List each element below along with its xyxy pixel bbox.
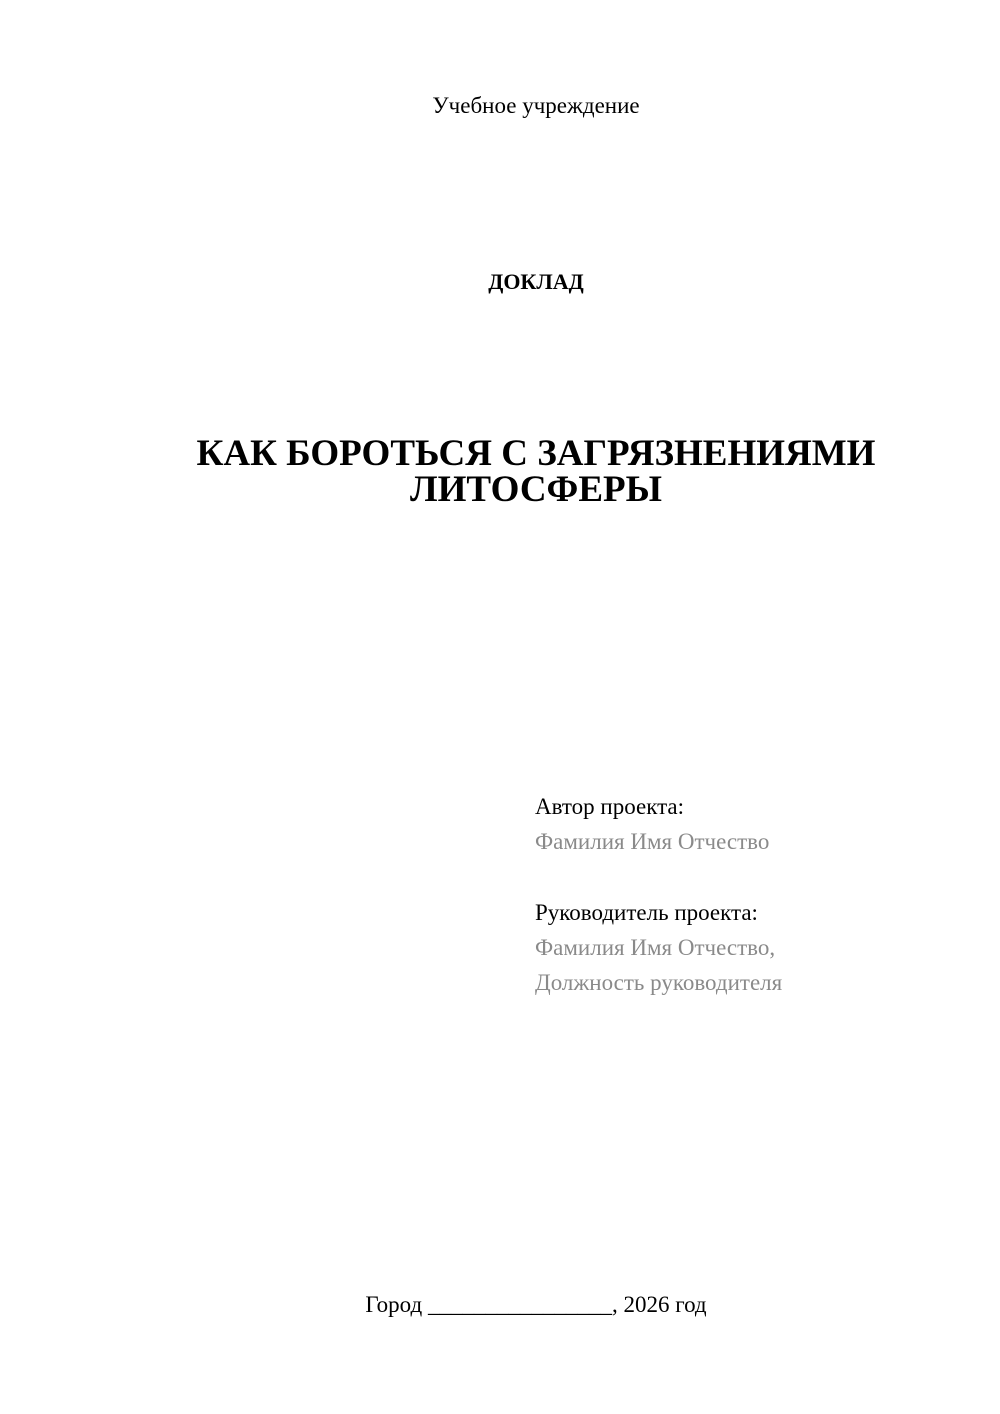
- document-title-line-2: ЛИТОСФЕРЫ: [410, 469, 662, 510]
- document-type: ДОКЛАД: [488, 269, 584, 294]
- author-name: Фамилия Имя Отчество: [535, 829, 770, 854]
- document-title-line-1: КАК БОРОТЬСЯ С ЗАГРЯЗНЕНИЯМИ: [196, 433, 876, 474]
- institution-name: Учебное учреждение: [432, 93, 640, 118]
- supervisor-label: Руководитель проекта:: [535, 900, 758, 925]
- author-label: Автор проекта:: [535, 794, 684, 819]
- credits-block: [535, 789, 782, 1000]
- credits-spacer: [535, 859, 782, 895]
- city-year-line: Город ________________, 2026 год: [365, 1292, 707, 1317]
- supervisor-name: Фамилия Имя Отчество,: [535, 935, 776, 960]
- document-title: [0, 433, 1000, 510]
- supervisor-position: Должность руководителя: [535, 970, 783, 995]
